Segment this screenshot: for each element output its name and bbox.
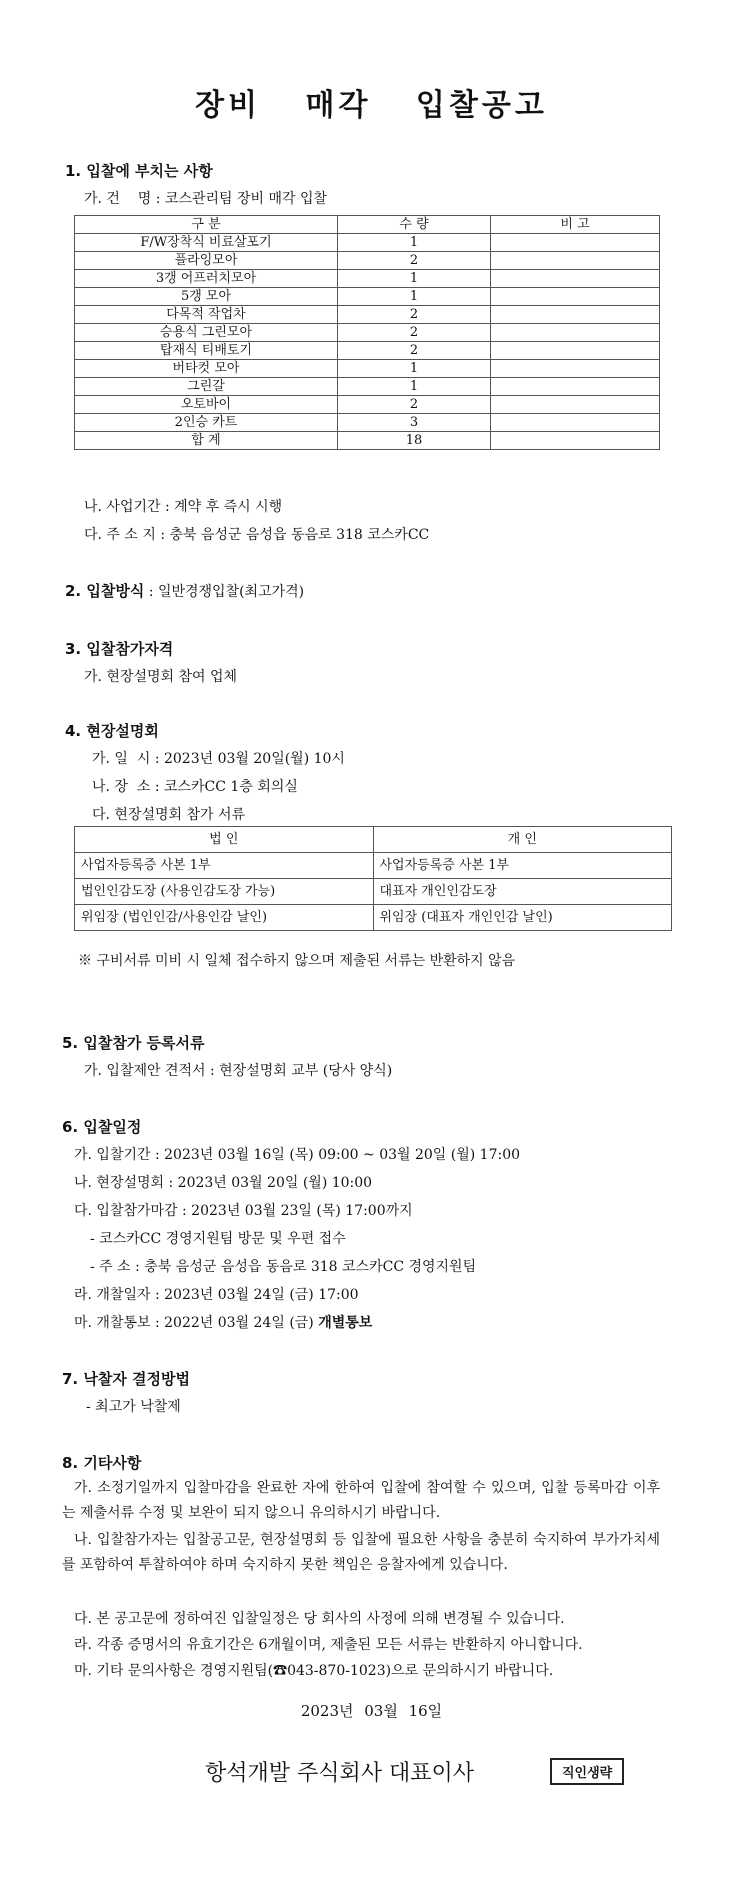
seal-omitted-stamp: 직인생략 — [550, 1758, 624, 1785]
cell-qty: 1 — [338, 360, 491, 378]
table-row — [75, 324, 660, 342]
schedule-line-1: 가. 입찰기간 : 2023년 03월 16일 (목) 09:00 ~ 03월 20일 (월) 17:00 — [74, 1147, 521, 1163]
cell-note — [491, 270, 660, 288]
misc-paragraph-1: 가. 소정기일까지 입찰마감을 완료한 자에 한하여 입찰에 참여할 수 있으며, 입찰 등록마감 이후는 제출서류 수정 및 보완이 되지 않으니 유의하시기 바랍니다. — [62, 1480, 660, 1521]
section-2-text: : 일반경쟁입찰(최고가격) — [144, 584, 305, 600]
header-individual: 개 인 — [373, 827, 672, 853]
cell-item: 플라잉모아 — [75, 252, 338, 270]
cell-note — [491, 360, 660, 378]
table-row — [75, 306, 660, 324]
section-4-heading: 4. 현장설명회 — [65, 722, 159, 740]
cell-individual: 사업자등록증 사본 1부 — [373, 853, 672, 879]
header-note: 비 고 — [491, 216, 660, 234]
cell-note — [491, 252, 660, 270]
cell-qty: 1 — [338, 378, 491, 396]
section-2-heading: 2. 입찰방식 — [65, 582, 145, 600]
table-row — [75, 853, 672, 879]
table-row — [75, 879, 672, 905]
cell-item: 탑재식 티배토기 — [75, 342, 338, 360]
schedule-line-2: 나. 현장설명회 : 2023년 03월 20일 (월) 10:00 — [74, 1175, 373, 1191]
table-row — [75, 414, 660, 432]
cell-individual: 위임장 (대표자 개인인감 날인) — [373, 905, 672, 931]
cell-note — [491, 324, 660, 342]
cell-qty: 1 — [338, 234, 491, 252]
header-quantity: 수 량 — [338, 216, 491, 234]
cell-note — [491, 378, 660, 396]
cell-item: 다목적 작업차 — [75, 306, 338, 324]
cell-qty: 18 — [338, 432, 491, 450]
table-row — [75, 342, 660, 360]
schedule-line-3: 다. 입찰참가마감 : 2023년 03월 23일 (목) 17:00까지 — [74, 1203, 413, 1219]
cell-corporate: 위임장 (법인인감/사용인감 날인) — [75, 905, 374, 931]
briefing-place-line: 나. 장 소 : 코스카CC 1층 회의실 — [92, 779, 298, 795]
cell-note — [491, 306, 660, 324]
table-row — [75, 234, 660, 252]
cell-qty: 3 — [338, 414, 491, 432]
header-category: 구 분 — [75, 216, 338, 234]
misc-paragraph-2: 나. 입찰참가자는 입찰공고문, 현장설명회 등 입찰에 필요한 사항을 충분히 숙지하여 부가가치세를 포함하여 투찰하여야 하며 숙지하지 못한 책임은 응찰자에게 있습니다. — [62, 1532, 660, 1573]
cell-qty: 2 — [338, 342, 491, 360]
company-signature: 항석개발 주식회사 대표이사 — [205, 1761, 475, 1786]
section-3-heading: 3. 입찰참가자격 — [65, 640, 174, 658]
section-7-heading: 7. 낙찰자 결정방법 — [62, 1370, 191, 1388]
header-corporate: 법 인 — [75, 827, 374, 853]
table-header-row — [75, 827, 672, 853]
item-name-line: 가. 건 명 : 코스관리팀 장비 매각 입찰 — [84, 191, 328, 207]
cell-note — [491, 288, 660, 306]
cell-note — [491, 342, 660, 360]
cell-qty: 1 — [338, 270, 491, 288]
cell-individual: 대표자 개인인감도장 — [373, 879, 672, 905]
period-line: 나. 사업기간 : 계약 후 즉시 시행 — [84, 499, 283, 515]
table-row — [75, 288, 660, 306]
cell-corporate: 사업자등록증 사본 1부 — [75, 853, 374, 879]
cell-item: 2인승 카트 — [75, 414, 338, 432]
briefing-docs-line: 다. 현장설명회 참가 서류 — [92, 807, 246, 823]
cell-item: 합 계 — [75, 432, 338, 450]
cell-qty: 2 — [338, 324, 491, 342]
cell-item: 그린갈 — [75, 378, 338, 396]
cell-note — [491, 234, 660, 252]
cell-item: 오토바이 — [75, 396, 338, 414]
cell-note — [491, 396, 660, 414]
schedule-line-4: - 코스카CC 경영지원팀 방문 및 우편 접수 — [90, 1231, 346, 1247]
cell-item: 승용식 그린모아 — [75, 324, 338, 342]
notice-note: ※ 구비서류 미비 시 일체 접수하지 않으며 제출된 서류는 반환하지 않음 — [78, 953, 516, 969]
table-row — [75, 252, 660, 270]
cell-note — [491, 414, 660, 432]
qualification-line: 가. 현장설명회 참여 업체 — [84, 669, 238, 685]
individual-notice-bold: 개별통보 — [318, 1315, 373, 1331]
page-title: 장비 매각 입찰공고 — [195, 88, 548, 123]
cell-qty: 2 — [338, 396, 491, 414]
cell-note — [491, 432, 660, 450]
misc-line-4: 라. 각종 증명서의 유효기간은 6개월이며, 제출된 모든 서류는 반환하지 아니합니다. — [74, 1637, 583, 1653]
award-method-line: - 최고가 낙찰제 — [86, 1399, 181, 1415]
schedule-line-7 — [74, 1312, 372, 1332]
table-row — [75, 378, 660, 396]
section-8-heading: 8. 기타사항 — [62, 1454, 142, 1472]
notice-date: 2023년 03월 16일 — [300, 1702, 443, 1720]
cell-item: 버타컷 모아 — [75, 360, 338, 378]
section-6-heading: 6. 입찰일정 — [62, 1118, 142, 1136]
misc-line-5: 마. 기타 문의사항은 경영지원팀(☎043-870-1023)으로 문의하시기 바랍니다. — [74, 1663, 554, 1679]
cell-qty: 1 — [338, 288, 491, 306]
cell-qty: 2 — [338, 306, 491, 324]
address-line: 다. 주 소 지 : 충북 음성군 음성읍 동음로 318 코스카CC — [84, 527, 430, 543]
schedule-line-6: 라. 개찰일자 : 2023년 03월 24일 (금) 17:00 — [74, 1287, 359, 1303]
cell-corporate: 법인인감도장 (사용인감도장 가능) — [75, 879, 374, 905]
registration-line: 가. 입찰제안 견적서 : 현장설명회 교부 (당사 양식) — [84, 1063, 393, 1079]
table-row — [75, 905, 672, 931]
section-2 — [65, 580, 304, 601]
cell-item: F/W장착식 비료살포기 — [75, 234, 338, 252]
section-5-heading: 5. 입찰참가 등록서류 — [62, 1034, 205, 1052]
cell-qty: 2 — [338, 252, 491, 270]
documents-table — [74, 826, 672, 931]
table-header-row — [75, 216, 660, 234]
cell-item: 3갱 어프러치모아 — [75, 270, 338, 288]
briefing-date-line: 가. 일 시 : 2023년 03월 20일(월) 10시 — [92, 751, 345, 767]
table-row — [75, 270, 660, 288]
schedule-line-7-text: 마. 개찰통보 : 2022년 03월 24일 (금) — [74, 1315, 319, 1331]
table-total-row — [75, 432, 660, 450]
equipment-table — [74, 215, 660, 450]
table-row — [75, 396, 660, 414]
table-row — [75, 360, 660, 378]
section-1-heading: 1. 입찰에 부치는 사항 — [65, 162, 213, 180]
misc-line-3: 다. 본 공고문에 정하여진 입찰일정은 당 회사의 사정에 의해 변경될 수 있습니다. — [74, 1611, 565, 1627]
schedule-line-5: - 주 소 : 충북 음성군 음성읍 동음로 318 코스카CC 경영지원팀 — [90, 1259, 477, 1275]
cell-item: 5갱 모아 — [75, 288, 338, 306]
